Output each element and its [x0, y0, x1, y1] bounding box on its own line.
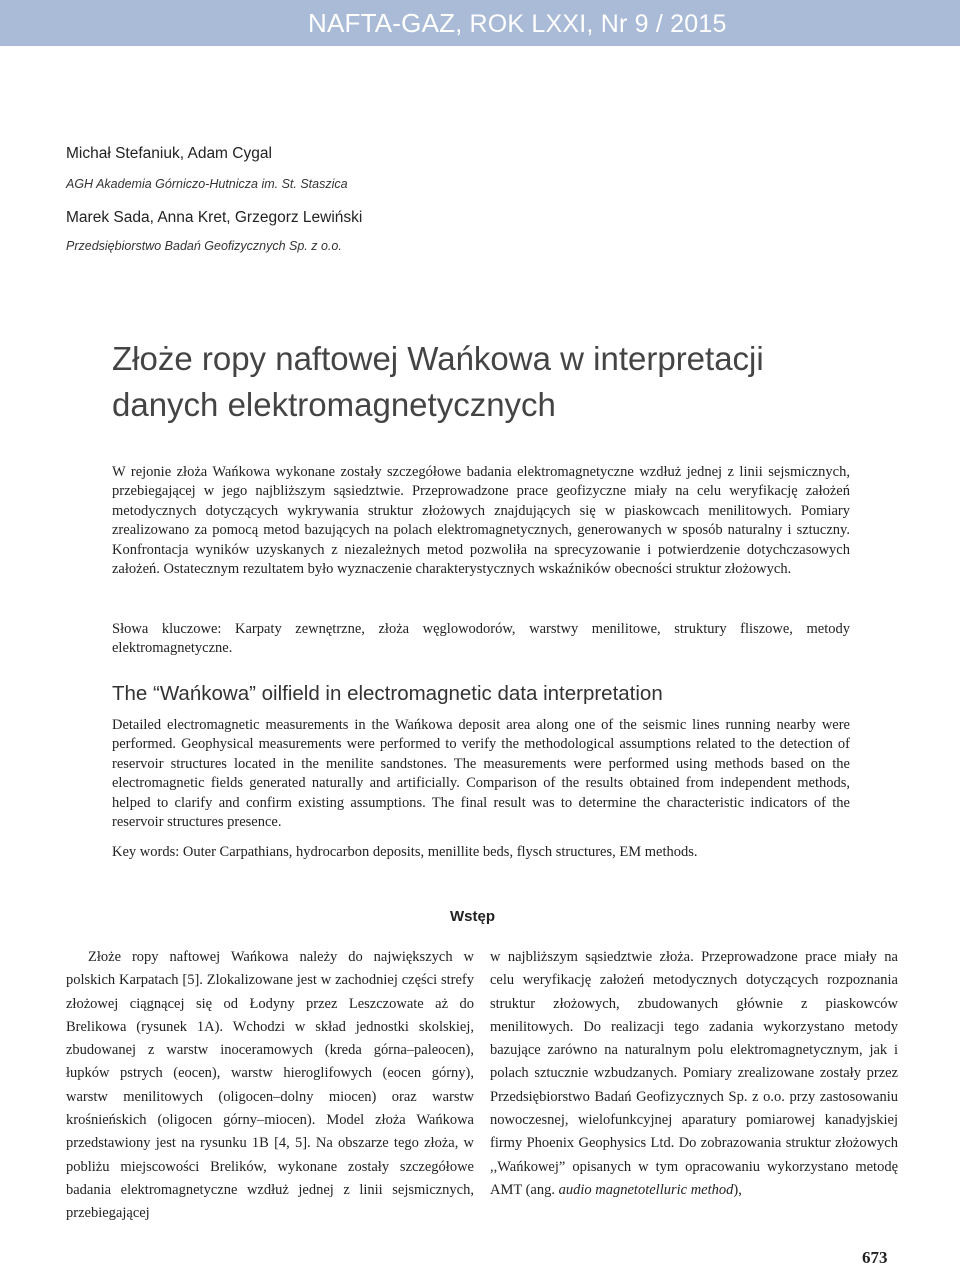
affiliation-1: AGH Akademia Górniczo-Hutnicza im. St. Staszica	[66, 177, 348, 191]
keywords-polish: Słowa kluczowe: Karpaty zewnętrzne, złoża węglowodorów, warstwy menilitowe, struktury fliszowe, metody elektromagnetyczne.	[112, 621, 850, 657]
section-heading: Wstęp	[450, 908, 495, 925]
keywords-english: Key words: Outer Carpathians, hydrocarbon deposits, menillite beds, flysch structures, EM methods.	[112, 844, 698, 860]
journal-issue: , ROK LXXI, Nr 9 / 2015	[455, 10, 727, 38]
page-number: 673	[862, 1248, 888, 1267]
article-title-line-1: Złoże ropy naftowej Wańkowa w interpretacji	[112, 340, 764, 377]
journal-banner	[0, 0, 960, 46]
english-title: The “Wańkowa” oilfield in electromagnetic data interpretation	[112, 682, 663, 705]
body-column-right	[490, 946, 898, 1202]
authors-group-1: Michał Stefaniuk, Adam Cygal	[66, 145, 272, 162]
body-column-left: Złoże ropy naftowej Wańkowa należy do największych w polskich Karpatach [5]. Zlokalizowane jest w zachodniej części strefy złożowej ciągnącej się od Łodyny przez Leszczowate aż do Brelikowa (rysunek 1A). Wchodzi w skład jednostki skolskiej, zbudowanej z warstw inoceramowych (kreda górna–paleocen), łupków pstrych (eocen), warstw hieroglifowych (eocen górny), warstw menilitowych (oligocen–dolny miocen) oraz warstw krośnieńskich (oligocen górny–miocen). Model złoża Wańkowa przedstawiony jest na rysunku 1B [4, 5]. Na obszarze tego złoża, w pobliżu miejscowości Brelików, wykonane zostały szczegółowe badania elektromagnetyczne wzdłuż jednej z linii sejsmicznych, przebiegającej	[66, 949, 474, 1222]
body-right-text: w najbliższym sąsiedztwie złoża. Przeprowadzone prace miały na celu weryfikację założeń metodycznych dotyczących rozpoznania struktur złożowych, zbudowanych głównie z piaskowców menilitowych. Do realizacji tego zadania wykorzystano metody bazujące zarówno na naturalnym polu elektromagnetycznym, jak i polach sztucznie wzbudzanych. Pomiary zrealizowane zostały przez Przedsiębiorstwo Badań Geofizycznych Sp. z o.o. przy zastosowaniu nowoczesnej, wielofunkcyjnej aparatury pomiarowej kanadyjskiej firmy Phoenix Geophysics Ltd. Do zobrazowania struktur złożowych ,,Wańkowej” opisanych w tym opracowaniu wykorzystano metodę AMT (ang.	[490, 949, 898, 1198]
abstract-english: Detailed electromagnetic measurements in the Wańkowa deposit area along one of the seismic lines running nearby were performed. Geophysical measurements were performed to verify the methodological assumptions related to the detection of reservoir structures located in the menilite sandstones. The measurements were performed using methods based on the electromagnetic fields generated naturally and artificially. Comparison of the results obtained from independent methods, helped to clarify and confirm existing assumptions. The final result was to determine the characteristic indicators of the reservoir structures presence.	[112, 717, 850, 831]
body-right-italic: audio magnetotelluric method	[558, 1181, 734, 1198]
body-right-tail: ),	[733, 1181, 742, 1198]
journal-header	[308, 8, 727, 39]
affiliation-2: Przedsiębiorstwo Badań Geofizycznych Sp. z o.o.	[66, 239, 342, 253]
authors-group-2: Marek Sada, Anna Kret, Grzegorz Lewiński	[66, 209, 363, 226]
article-title	[112, 336, 872, 428]
abstract-polish: W rejonie złoża Wańkowa wykonane zostały szczegółowe badania elektromagnetyczne wzdłuż jednej z linii sejsmicznych, przebiegającej w jego najbliższym sąsiedztwie. Przeprowadzone prace geofizyczne miały na celu weryfikację założeń metodycznych dotyczących wykrywania struktur złożowych znajdujących się w piaskowcach menilitowych. Pomiary zrealizowano za pomocą metod bazujących na polach elektromagnetycznych, generowanych w sposób naturalny i sztuczny. Konfrontacja wyników uzyskanych z niezależnych metod pozwoliła na sprecyzowanie i potwierdzenie dotychczasowych założeń. Ostatecznym rezultatem było wyznaczenie charakterystycznych wskaźników obecności struktur złożowych.	[112, 464, 850, 578]
journal-name: NAFTA-GAZ	[308, 8, 456, 38]
article-title-line-2: danych elektromagnetycznych	[112, 386, 556, 423]
